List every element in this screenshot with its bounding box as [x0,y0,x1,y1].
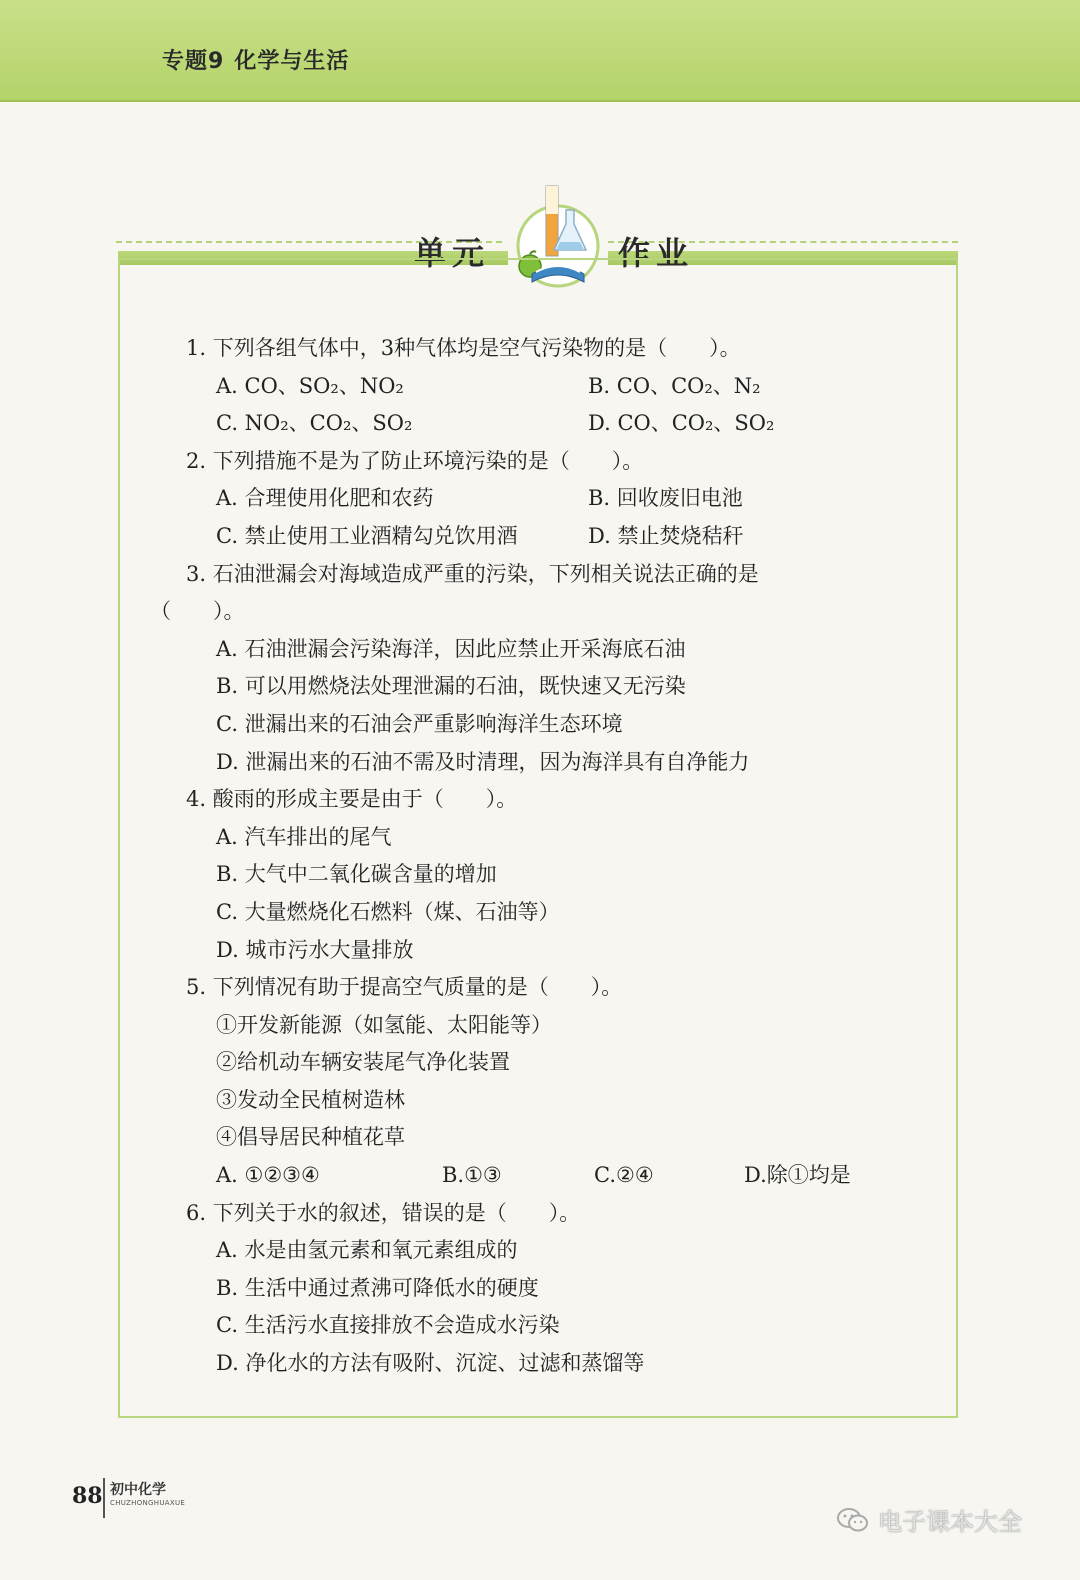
question-1-options-row-2 [0,405,1080,443]
footer-divider [103,1478,105,1518]
question-1-option-b: B. CO、CO₂、N₂ [588,373,761,398]
question-3-option-d: D. 泄漏出来的石油不需及时清理，因为海洋具有自净能力 [216,749,750,774]
question-3-option-b: B. 可以用燃烧法处理泄漏的石油，既快速又无污染 [216,674,686,699]
question-5-item-4: ④倡导居民种植花草 [216,1125,405,1150]
question-4-stem: 4. 酸雨的形成主要是由于（ ）。 [186,787,518,812]
question-4-option-a: A. 汽车排出的尾气 [216,824,392,849]
question-5-item-2-row [0,1044,1080,1082]
question-2-stem: 2. 下列措施不是为了防止环境污染的是（ ）。 [186,448,644,473]
question-2-option-b: B. 回收废旧电池 [588,486,743,511]
question-3-option-c-row [0,706,1080,744]
question-5-option-b: B.①③ [442,1163,502,1188]
question-4-option-c: C. 大量燃烧化石燃料（煤、石油等） [216,899,560,924]
question-1-options-row-1 [0,368,1080,406]
question-5-option-a: A. ①②③④ [216,1163,320,1188]
watermark [836,1502,1022,1537]
question-6-option-c-row [0,1307,1080,1345]
question-3-stem-line-1: 3. 石油泄漏会对海域造成严重的污染，下列相关说法正确的是 [186,561,759,586]
watermark-text: 电子课本大全 [878,1508,1022,1536]
question-5-stem: 5. 下列情况有助于提高空气质量的是（ ）。 [186,975,623,1000]
question-4-option-b: B. 大气中二氧化碳含量的增加 [216,862,497,887]
page-number: 88 [72,1483,103,1509]
question-1-option-c: C. NO₂、CO₂、SO₂ [216,411,413,436]
exercise-list [0,330,1080,1383]
chapter-name: 化学与生活 [234,49,350,74]
question-5-item-4-row [0,1119,1080,1157]
question-5-item-3-row [0,1082,1080,1120]
question-3-option-c: C. 泄漏出来的石油会严重影响海洋生态环境 [216,711,623,736]
question-2-options-row-2 [0,518,1080,556]
book-title: 初中化学 [110,1482,166,1498]
question-3-stem-row-1 [0,556,1080,594]
question-4-option-b-row [0,856,1080,894]
question-3-stem-row-2 [0,593,1080,631]
question-3-option-d-row [0,744,1080,782]
question-1-stem-row [0,330,1080,368]
unit-heading-right: 作业 [618,234,695,272]
question-2-option-a: A. 合理使用化肥和农药 [216,486,434,511]
question-6-option-a: A. 水是由氢元素和氧元素组成的 [216,1238,518,1263]
question-3-option-b-row [0,668,1080,706]
question-1-option-a: A. CO、SO₂、NO₂ [216,373,404,398]
question-6-option-d-row [0,1345,1080,1383]
question-4-option-d: D. 城市污水大量排放 [216,937,414,962]
book-title-pinyin: CHUZHONGHUAXUE [110,1499,186,1507]
chapter-number: 专题9 [162,49,225,74]
question-5-stem-row [0,969,1080,1007]
question-5-item-3: ③发动全民植树造林 [216,1087,405,1112]
question-3-stem-line-2: （ ）。 [150,599,245,624]
question-5-item-1-row [0,1007,1080,1045]
question-5-item-1: ①开发新能源（如氢能、太阳能等） [216,1012,552,1037]
chapter-header-band [0,0,1080,102]
question-1-stem: 1. 下列各组气体中，3种气体均是空气污染物的是（ ）。 [186,336,741,360]
question-4-option-a-row [0,819,1080,857]
question-5-option-c: C.②④ [594,1163,654,1188]
chapter-title [162,44,349,75]
question-4-stem-row [0,781,1080,819]
question-1-option-d: D. CO、CO₂、SO₂ [588,411,775,436]
question-3-option-a-row [0,631,1080,669]
question-6-option-c: C. 生活污水直接排放不会造成水污染 [216,1313,560,1338]
question-2-option-c: C. 禁止使用工业酒精勾兑饮用酒 [216,523,518,548]
question-5-option-d: D.除①均是 [744,1163,851,1188]
question-6-stem-row [0,1195,1080,1233]
question-2-options-row-1 [0,480,1080,518]
question-6-option-a-row [0,1232,1080,1270]
question-4-option-c-row [0,894,1080,932]
question-3-option-a: A. 石油泄漏会污染海洋，因此应禁止开采海底石油 [216,636,686,661]
question-2-option-d: D. 禁止焚烧秸秆 [588,523,744,548]
question-6-stem: 6. 下列关于水的叙述，错误的是（ ）。 [186,1200,581,1225]
unit-heading-left: 单元 [414,234,491,272]
question-6-option-b: B. 生活中通过煮沸可降低水的硬度 [216,1275,539,1300]
wechat-icon [836,1506,870,1534]
question-4-option-d-row [0,932,1080,970]
question-6-option-b-row [0,1270,1080,1308]
question-6-option-d: D. 净化水的方法有吸附、沉淀、过滤和蒸馏等 [216,1351,645,1376]
question-5-options-row [0,1157,1080,1195]
question-2-stem-row [0,443,1080,481]
question-5-item-2: ②给机动车辆安装尾气净化装置 [216,1050,510,1075]
